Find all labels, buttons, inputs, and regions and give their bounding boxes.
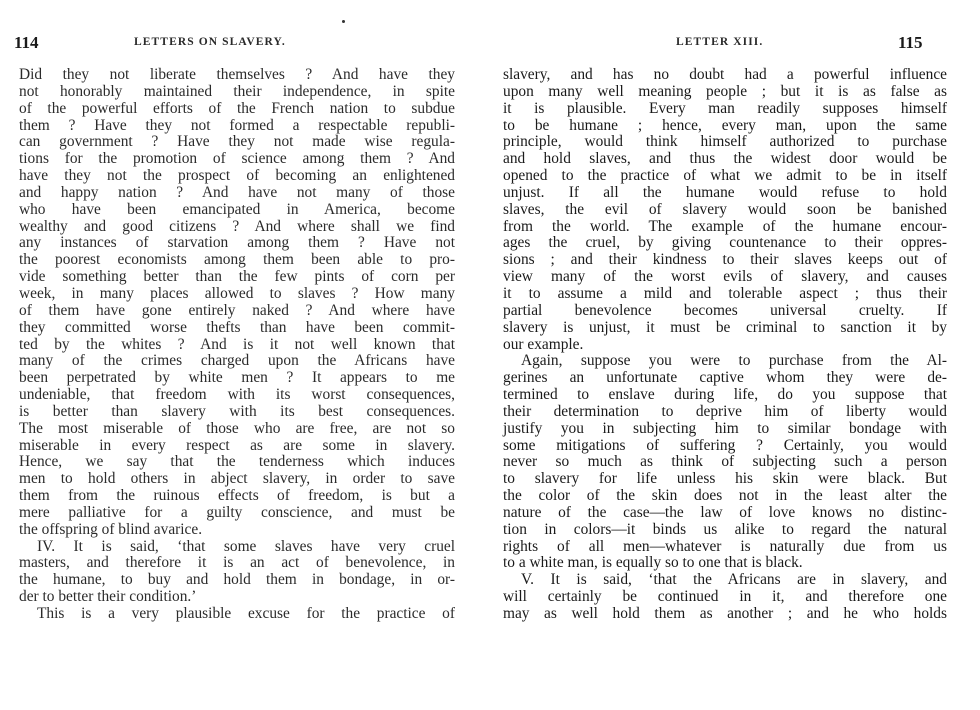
text-line: the poorest economists among them been able to pro-: [19, 251, 455, 269]
right-page: [478, 0, 980, 710]
text-line: to slavery for life unless his skin were black. But: [503, 470, 947, 488]
text-line: the offspring of blind avarice.: [19, 520, 203, 538]
text-line: undeniable, that freedom with its worst consequences,: [19, 386, 455, 404]
text-line: of them have gone entirely naked ? And where have: [19, 301, 455, 319]
text-line: the color of the skin does not in the least alter the: [503, 487, 947, 505]
text-line: it to assume a mild and tolerable aspect ; thus their: [503, 284, 947, 302]
text-line: masters, and therefore it is an act of benevolence, in: [19, 554, 455, 572]
text-line: from the world. The example of the humane encour-: [503, 217, 947, 235]
text-line: Did they not liberate themselves ? And have they: [19, 66, 455, 83]
text-line: V. It is said, ‘that the Africans are in slavery, and: [521, 571, 947, 589]
text-line: Again, suppose you were to purchase from the Al-: [521, 352, 947, 370]
text-line: to be humane ; hence, every man, upon the same: [503, 116, 947, 134]
text-line: sions ; and their kindness to their slaves keeps out of: [503, 251, 947, 269]
text-line: may as well hold them as another ; and he who holds: [503, 605, 947, 622]
text-line: slavery, and has no doubt had a powerful influence: [503, 66, 947, 83]
text-line: justify you in subjecting him to similar bondage with: [503, 419, 947, 437]
page-number: 114: [14, 33, 39, 52]
text-line: ted by the whites ? And is it not well known that: [19, 335, 455, 353]
text-line: upon many well meaning people ; but it is as false as: [503, 82, 947, 100]
text-line: any instances of starvation among them ? Have not: [19, 234, 455, 252]
text-line: gerines an unfortunate captive whom they were de-: [503, 369, 947, 387]
left-page: [0, 0, 478, 710]
body-text: [19, 67, 455, 623]
text-line: nature of the case—the law of love knows no distinc-: [503, 503, 947, 521]
text-line: view many of the worst evils of slavery, and causes: [503, 268, 947, 286]
text-line: der to better their condition.’: [19, 588, 197, 606]
text-line: have they not the prospect of becoming an enlightened: [19, 167, 455, 185]
running-head: LETTERS ON SLAVERY.: [134, 36, 286, 48]
text-line: Hence, we say that the tenderness which induces: [19, 453, 455, 471]
text-line: their determination to deprive him of liberty would: [503, 402, 947, 420]
text-line: tions for the promotion of science among them ? And: [19, 150, 455, 168]
text-line: who have been emancipated in America, become: [19, 200, 455, 218]
text-line: many of the crimes charged upon the Africans have: [19, 352, 455, 370]
text-line: This is a very plausible excuse for the practice of: [37, 605, 455, 622]
text-line: The most miserable of those who are free, are not so: [19, 419, 455, 437]
text-line: can government ? Have they not made wise regula-: [19, 133, 455, 151]
text-line: it is plausible. Every man readily supposes himself: [503, 99, 947, 117]
text-line: not honorably maintained their independence, in spite: [19, 82, 455, 100]
text-line: been perpetrated by white men ? It appears to me: [19, 369, 455, 387]
text-line: rights of all men—whatever is naturally due from us: [503, 537, 947, 555]
text-line: is better than slavery with its best consequences.: [19, 402, 455, 420]
text-line: mere palliative for a guilty conscience, and must be: [19, 503, 455, 521]
running-head: LETTER XIII.: [676, 36, 764, 48]
text-line: IV. It is said, ‘that some slaves have very cruel: [37, 537, 455, 555]
text-line: opened to the practice of what we admit to be in itself: [503, 167, 947, 185]
text-line: they committed worse thefts than have been commit-: [19, 318, 455, 336]
text-line: some mitigations of suffering ? Certainly, you would: [503, 436, 947, 454]
text-line: to a white man, is equally so to one that is black.: [503, 554, 803, 572]
text-line: our example.: [503, 335, 584, 353]
text-line: vide something better than the few pints of corn per: [19, 268, 455, 286]
text-line: termined to enslave during life, do you suppose that: [503, 386, 947, 404]
text-line: ages the cruel, by giving countenance to their oppres-: [503, 234, 947, 252]
text-line: wealthy and good citizens ? And where shall we find: [19, 217, 455, 235]
text-line: will certainly be continued in it, and therefore one: [503, 588, 947, 606]
text-line: and happy nation ? And have not many of those: [19, 183, 455, 201]
text-line: miserable in every respect as are some in slavery.: [19, 436, 455, 454]
text-line: principle, would think himself authorized to purchase: [503, 133, 947, 151]
text-line: tion in colors—it binds us alike to regard the natural: [503, 520, 947, 538]
body-text: [503, 67, 947, 623]
text-line: never so much as think of subjecting such a person: [503, 453, 947, 471]
text-line: unjust. If all the humane would refuse to hold: [503, 183, 947, 201]
text-line: the humane, to buy and hold them in bondage, in or-: [19, 571, 455, 589]
page-number: 115: [898, 33, 923, 52]
text-line: and hold slaves, and thus the widest door would be: [503, 150, 947, 168]
text-line: partial benevolence becomes universal cruelty. If: [503, 301, 947, 319]
text-line: them ? Have they not formed a respectable republi-: [19, 116, 455, 134]
text-line: of the powerful efforts of the French nation to subdue: [19, 99, 455, 117]
text-line: men to hold others in abject slavery, in order to save: [19, 470, 455, 488]
text-line: slaves, the evil of slavery would soon be banished: [503, 200, 947, 218]
text-line: slavery is unjust, it must be criminal to sanction it by: [503, 318, 947, 336]
text-line: them from the ruinous effects of freedom, is but a: [19, 487, 455, 505]
text-line: week, in many places allowed to slaves ? How many: [19, 284, 455, 302]
